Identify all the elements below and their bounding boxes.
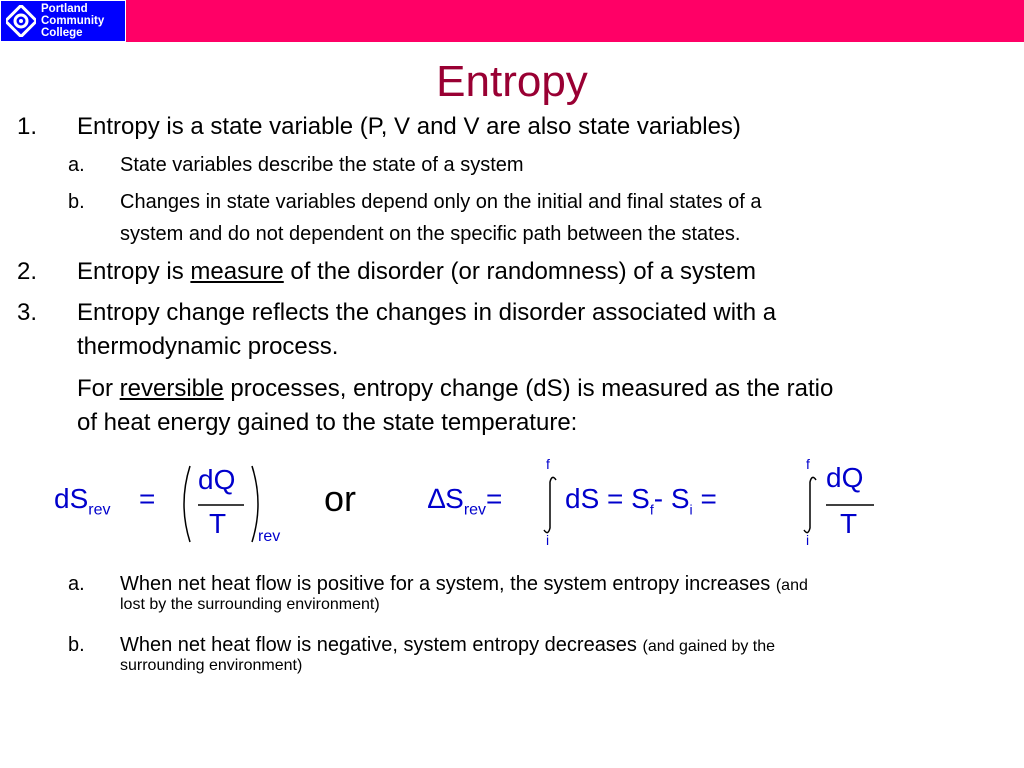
fraction-numerator: dQ xyxy=(826,462,864,493)
lower-limit: i xyxy=(806,532,810,548)
rev-subscript: rev xyxy=(258,528,281,545)
sub-text: When net heat flow is negative, system entropy decreases (and gained by the xyxy=(120,634,776,656)
item-text: Entropy change reflects the changes in disorder associated with a xyxy=(77,299,777,326)
item-number: 2. xyxy=(17,258,38,285)
paragraph-text: of heat energy gained to the state temperature: xyxy=(77,409,578,436)
sub-letter: a. xyxy=(68,154,85,176)
or-connector: or xyxy=(324,478,357,519)
header-bar xyxy=(0,0,1024,42)
ds-term: dS = $S_f-$ $S_i$ = xyxy=(565,483,717,518)
sub-letter: b. xyxy=(68,191,85,213)
slide-title: Entropy xyxy=(436,57,588,106)
sub-letter: b. xyxy=(68,634,85,656)
college-logo[interactable] xyxy=(0,0,126,42)
reversible-term: reversible xyxy=(119,375,224,402)
equals-sign: = xyxy=(139,483,156,514)
sub-text: system and do not dependent on the specific path between the states. xyxy=(120,223,741,245)
item-text: thermodynamic process. xyxy=(77,333,339,360)
logo-line: Community xyxy=(41,15,105,27)
fraction-bar xyxy=(826,503,876,507)
logo-line: Portland xyxy=(41,3,88,15)
fraction-denominator: T xyxy=(840,508,858,539)
item-number: 1. xyxy=(17,113,38,140)
lower-limit: i xyxy=(546,532,550,548)
ds-rev-symbol: $dS_{rev}$ xyxy=(54,483,111,519)
logo-text xyxy=(41,3,104,39)
sub-text-small: lost by the surrounding environment) xyxy=(120,596,380,613)
item-text: Entropy is measure of the disorder (or randomness) of a system xyxy=(77,258,756,285)
sub-text: Changes in state variables depend only on the initial and final states of a xyxy=(120,191,762,213)
fraction-numerator: dQ xyxy=(198,464,236,495)
measure-term: measure xyxy=(190,258,284,285)
sub-text: State variables describe the state of a system xyxy=(120,154,524,176)
upper-limit: f xyxy=(546,456,550,472)
upper-limit: f xyxy=(806,456,810,472)
sub-letter: a. xyxy=(68,573,85,595)
sub-text-small: surrounding environment) xyxy=(120,657,303,674)
logo-emblem-icon xyxy=(6,5,36,37)
logo-line: College xyxy=(41,27,83,39)
integral-icon xyxy=(798,474,822,536)
integral-icon xyxy=(538,474,562,536)
item-text: Entropy is a state variable (P, V and V are also state variables) xyxy=(77,113,741,140)
item-number: 3. xyxy=(17,299,38,326)
fraction-denominator: T xyxy=(209,508,227,539)
delta-s-rev: $\Delta S_{rev}=$ xyxy=(428,483,503,519)
sub-text: When net heat flow is positive for a system, the system entropy increases (and xyxy=(120,573,808,595)
